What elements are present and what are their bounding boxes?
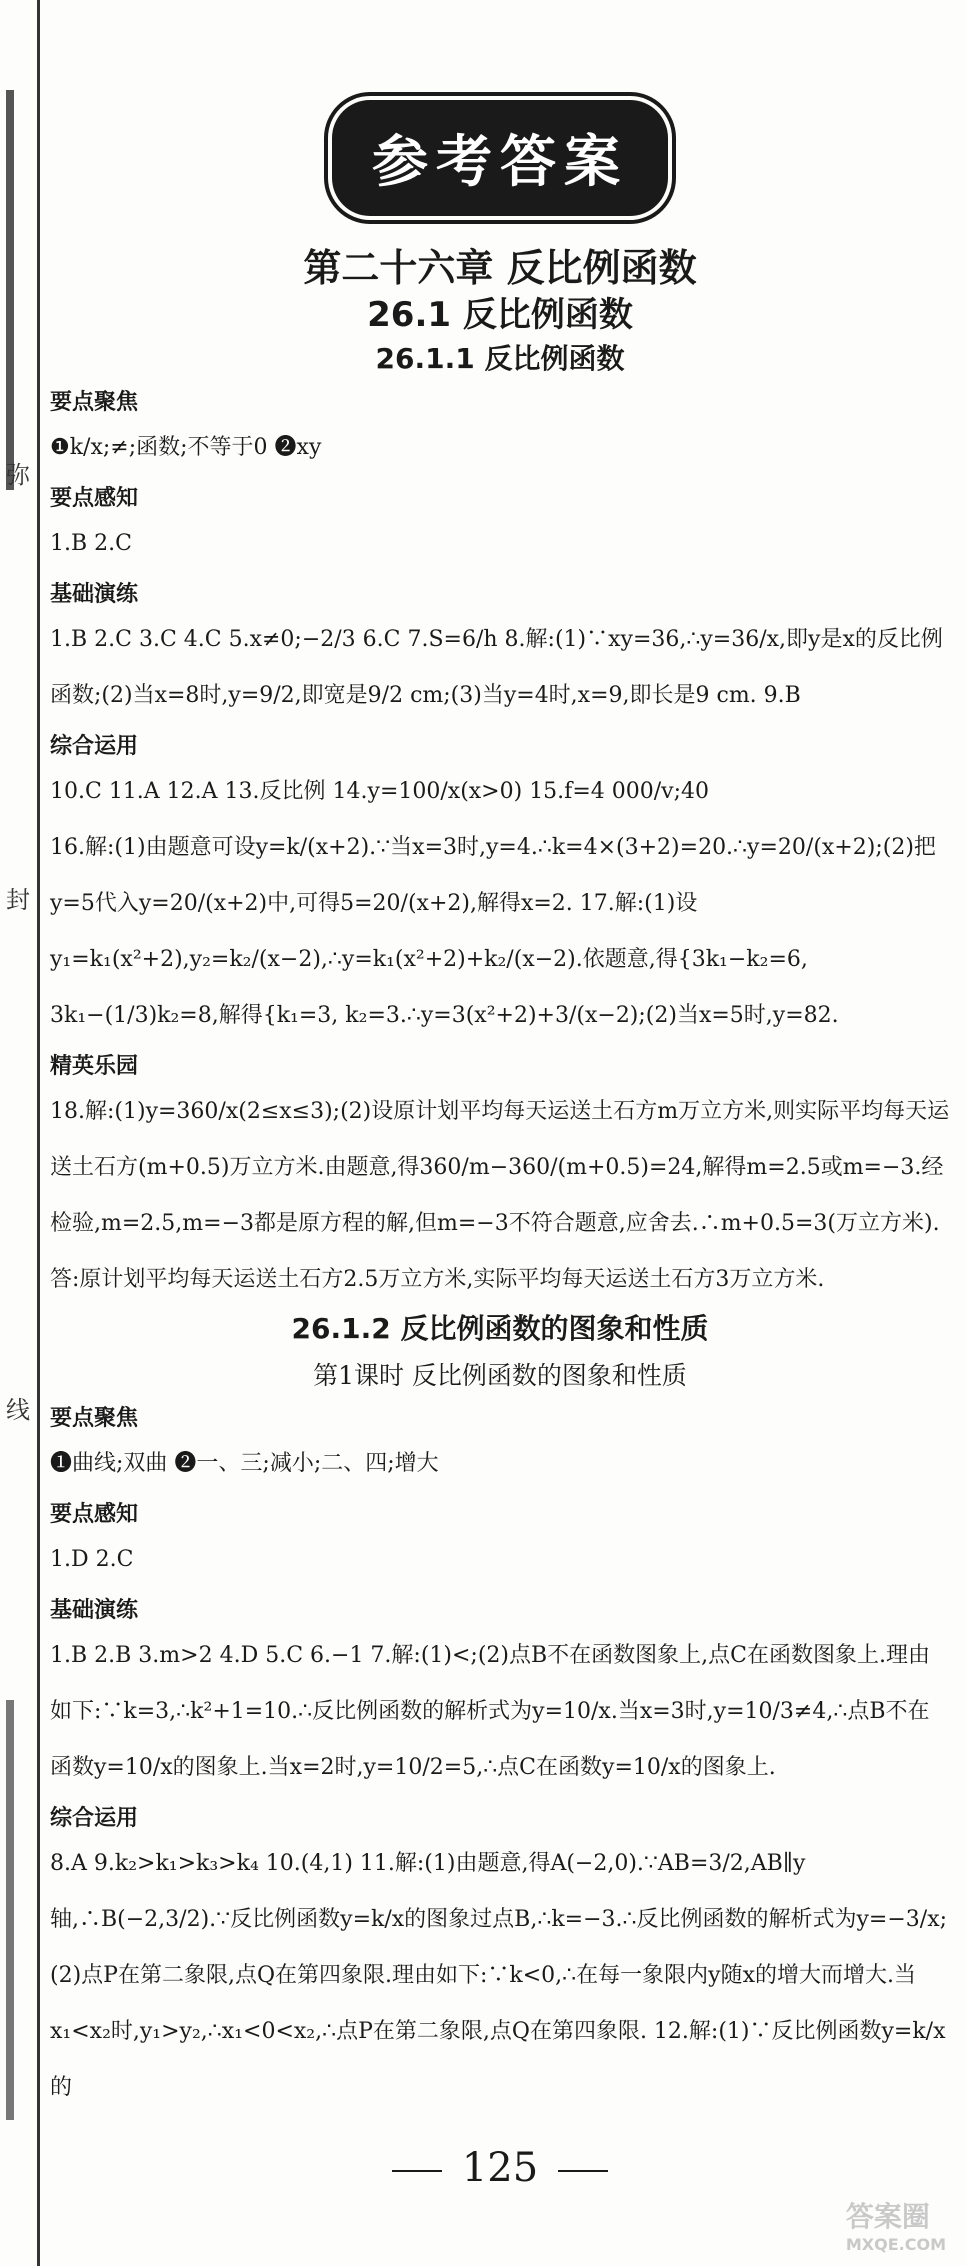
watermark-text: 答案圈 xyxy=(845,2200,930,2233)
subsection-title: 26.1.1 反比例函数 xyxy=(375,342,625,375)
heading-key-points: 要点聚焦 xyxy=(50,1406,139,1431)
heading-key-points: 要点聚焦 xyxy=(50,390,139,415)
binding-strip xyxy=(6,90,14,490)
answer-paragraph: 16.解:(1)由题意可设y=k/(x+2).∵当x=3时,y=4.∴k=4×(3+2)=20.∴y=20/(x+2);(2)把y=5代入y=20/(x+2)中,可得5=20/(x+2),解得x=2. 17.解:(1)设y₁=k₁(x²+2),y₂=k₂/(x−2),∴y=k₁(x²+2)+k₂/(x−2).依题意,得{3k₁−k₂=6, 3k₁−(1/3)k₂=8,解得{k₁=3, k₂=3.∴y=3(x²+2)+3/(x−2);(2)当x=5时,y=82. xyxy=(50,835,936,1028)
binding-char-feng: 封 xyxy=(6,886,30,914)
answer-paragraph: 1.B 2.B 3.m>2 4.D 5.C 6.−1 7.解:(1)<;(2)点B不在函数图象上,点C在函数图象上.理由如下:∵k=3,∴k²+1=10.∴反比例函数的解析式为y=10/x.当x=3时,y=10/3≠4,∴点B不在函数y=10/x的图象上.当x=2时,y=10/2=5,∴点C在函数y=10/x的图象上. xyxy=(50,1643,930,1780)
answer-paragraph: 8.A 9.k₂>k₁>k₃>k₄ 10.(4,1) 11.解:(1)由题意,得A(−2,0).∵AB=3/2,AB∥y轴,∴B(−2,3/2).∵反比例函数y=k/x的图象过点B,∴k=−3.∴反比例函数的解析式为y=−3/x;(2)点P在第二象限,点Q在第四象限.理由如下:∵k<0,∴在每一象限内y随x的增大而增大.当x₁<x₂时,y₁>y₂,∴x₁<0<x₂,∴点P在第二象限,点Q在第四象限. 12.解:(1)∵反比例函数y=k/x的 xyxy=(50,1851,948,2100)
answer-paragraph: 1.B 2.C xyxy=(50,531,132,556)
answer-paragraph: 10.C 11.A 12.A 13.反比例 14.y=100/x(x>0) 15.f=4 000/v;40 xyxy=(50,779,709,804)
heading-key-perception: 要点感知 xyxy=(50,486,139,511)
answer-paragraph: 1.B 2.C 3.C 4.C 5.x≠0;−2/3 6.C 7.S=6/h 8.解:(1)∵xy=36,∴y=36/x,即y是x的反比例函数;(2)当x=8时,y=9/2,即宽是9/2 cm;(3)当y=4时,x=9,即长是9 cm. 9.B xyxy=(50,627,943,708)
banner-wrap xyxy=(50,100,950,216)
binding-margin xyxy=(0,0,40,2266)
heading-key-perception: 要点感知 xyxy=(50,1502,139,1527)
answer-paragraph: 18.解:(1)y=360/x(2≤x≤3);(2)设原计划平均每天运送土石方m万立方米,则实际平均每天运送土石方(m+0.5)万立方米.由题意,得360/m−360/(m+0.5)=24,解得m=2.5或m=−3.经检验,m=2.5,m=−3都是原方程的解,但m=−3不符合题意,应舍去.∴m+0.5=3(万立方米).答:原计划平均每天运送土石方2.5万立方米,实际平均每天运送土石方3万立方米. xyxy=(50,1099,950,1292)
heading-comprehensive: 综合运用 xyxy=(50,1806,139,1831)
heading-basic-practice: 基础演练 xyxy=(50,582,139,607)
chapter-title: 第二十六章 反比例函数 xyxy=(303,246,697,290)
banner-title: 参考答案 xyxy=(332,100,668,216)
heading-comprehensive: 综合运用 xyxy=(50,734,139,759)
lesson-title: 第1课时 反比例函数的图象和性质 xyxy=(313,1361,687,1390)
answer-page xyxy=(50,0,950,2266)
watermark-url: MXQE.COM xyxy=(845,2235,946,2254)
binding-char-xian: 线 xyxy=(6,1396,30,1424)
answer-paragraph: ❶k/x;≠;函数;不等于0 ❷xy xyxy=(50,435,322,460)
answer-paragraph: ❶曲线;双曲 ❷一、三;减小;二、四;增大 xyxy=(50,1451,439,1476)
heading-elite: 精英乐园 xyxy=(50,1054,139,1079)
page-number: 125 xyxy=(50,2145,950,2191)
binding-char-mi: 弥 xyxy=(6,461,30,489)
heading-basic-practice: 基础演练 xyxy=(50,1598,139,1623)
watermark-logo xyxy=(846,2195,946,2254)
section-title: 26.1 反比例函数 xyxy=(367,295,633,335)
binding-strip xyxy=(6,1700,14,2120)
subsection-title: 26.1.2 反比例函数的图象和性质 xyxy=(291,1312,709,1345)
answer-paragraph: 1.D 2.C xyxy=(50,1547,134,1572)
